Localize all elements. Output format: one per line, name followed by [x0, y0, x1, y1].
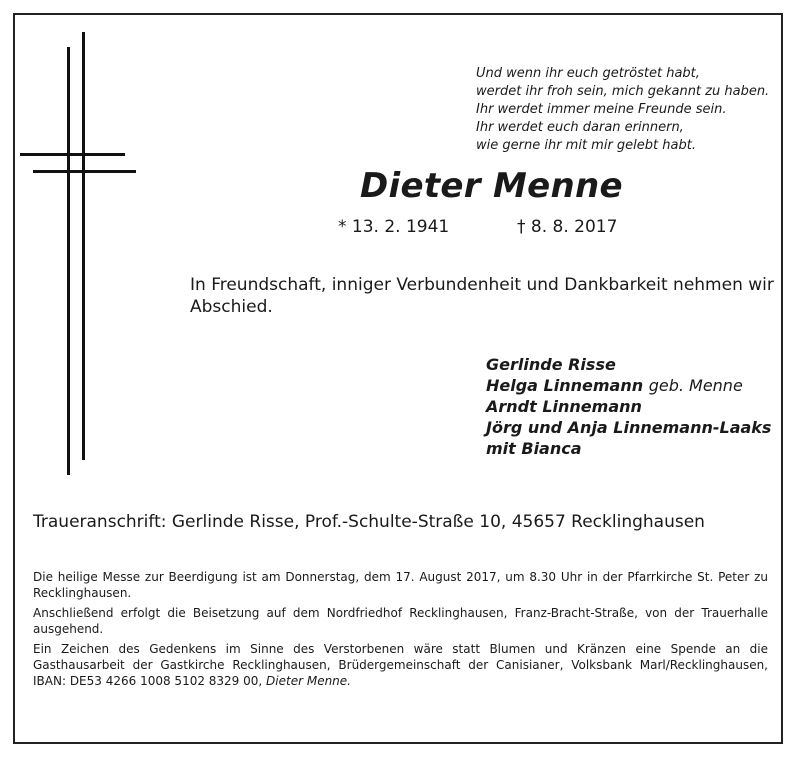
poem-line: Ihr werdet euch daran erinnern, — [476, 120, 684, 135]
mourner — [486, 375, 771, 396]
farewell-text: In Freundschaft, inniger Verbundenheit und Dankbarkeit nehmen wir Abschied. — [190, 275, 774, 317]
mourner-name: Jörg und Anja Linnemann-Laaks — [486, 418, 772, 437]
poem-line: Und wenn ihr euch getröstet habt, — [476, 66, 700, 81]
donation-text: Ein Zeichen des Gedenkens im Sinne des Verstorbenen wäre statt Blumen und Kränzen eine Spende an die Gasthausarbeit der Gastkirche Recklinghausen, Brüdergemeinschaft der Canisianer, Volksbank Marl/Recklinghausen, IBAN: DE53 4266 1008 5102 8329 00, — [33, 642, 768, 688]
mourners-list — [486, 354, 771, 459]
mass-info: Die heilige Messe zur Beerdigung ist am Donnerstag, dem 17. August 2017, um 8.30 Uhr in der Pfarrkirche St. Peter zu Recklinghausen. — [33, 570, 768, 600]
poem-line: werdet ihr froh sein, mich gekannt zu haben. — [476, 84, 770, 99]
deceased-name: Dieter Menne — [360, 166, 623, 206]
poem-line: wie gerne ihr mit mir gelebt habt. — [476, 138, 696, 153]
mourner — [486, 438, 771, 459]
mourner-name: Arndt Linnemann — [486, 397, 642, 416]
mourner — [486, 417, 771, 438]
mourner — [486, 396, 771, 417]
service-notes — [33, 569, 768, 693]
mourner-name: mit Bianca — [486, 439, 582, 458]
mourner-name: Helga Linnemann — [486, 376, 644, 395]
mourner-name: Gerlinde Risse — [486, 355, 616, 374]
donation-reference: Dieter Menne. — [266, 674, 351, 688]
mourning-address: Traueranschrift: Gerlinde Risse, Prof.-Schulte-Straße 10, 45657 Recklinghausen — [33, 512, 705, 532]
mourner-suffix: geb. Menne — [648, 376, 743, 395]
burial-info: Anschließend erfolgt die Beisetzung auf dem Nordfriedhof Recklinghausen, Franz-Bracht-Straße, von der Trauerhalle ausgehend. — [33, 606, 768, 636]
death-date: † 8. 8. 2017 — [517, 217, 618, 237]
mourner — [486, 354, 771, 375]
poem-line: Ihr werdet immer meine Freunde sein. — [476, 102, 727, 117]
poem — [476, 65, 769, 155]
donation-info — [33, 641, 768, 689]
birth-date: * 13. 2. 1941 — [338, 217, 450, 237]
